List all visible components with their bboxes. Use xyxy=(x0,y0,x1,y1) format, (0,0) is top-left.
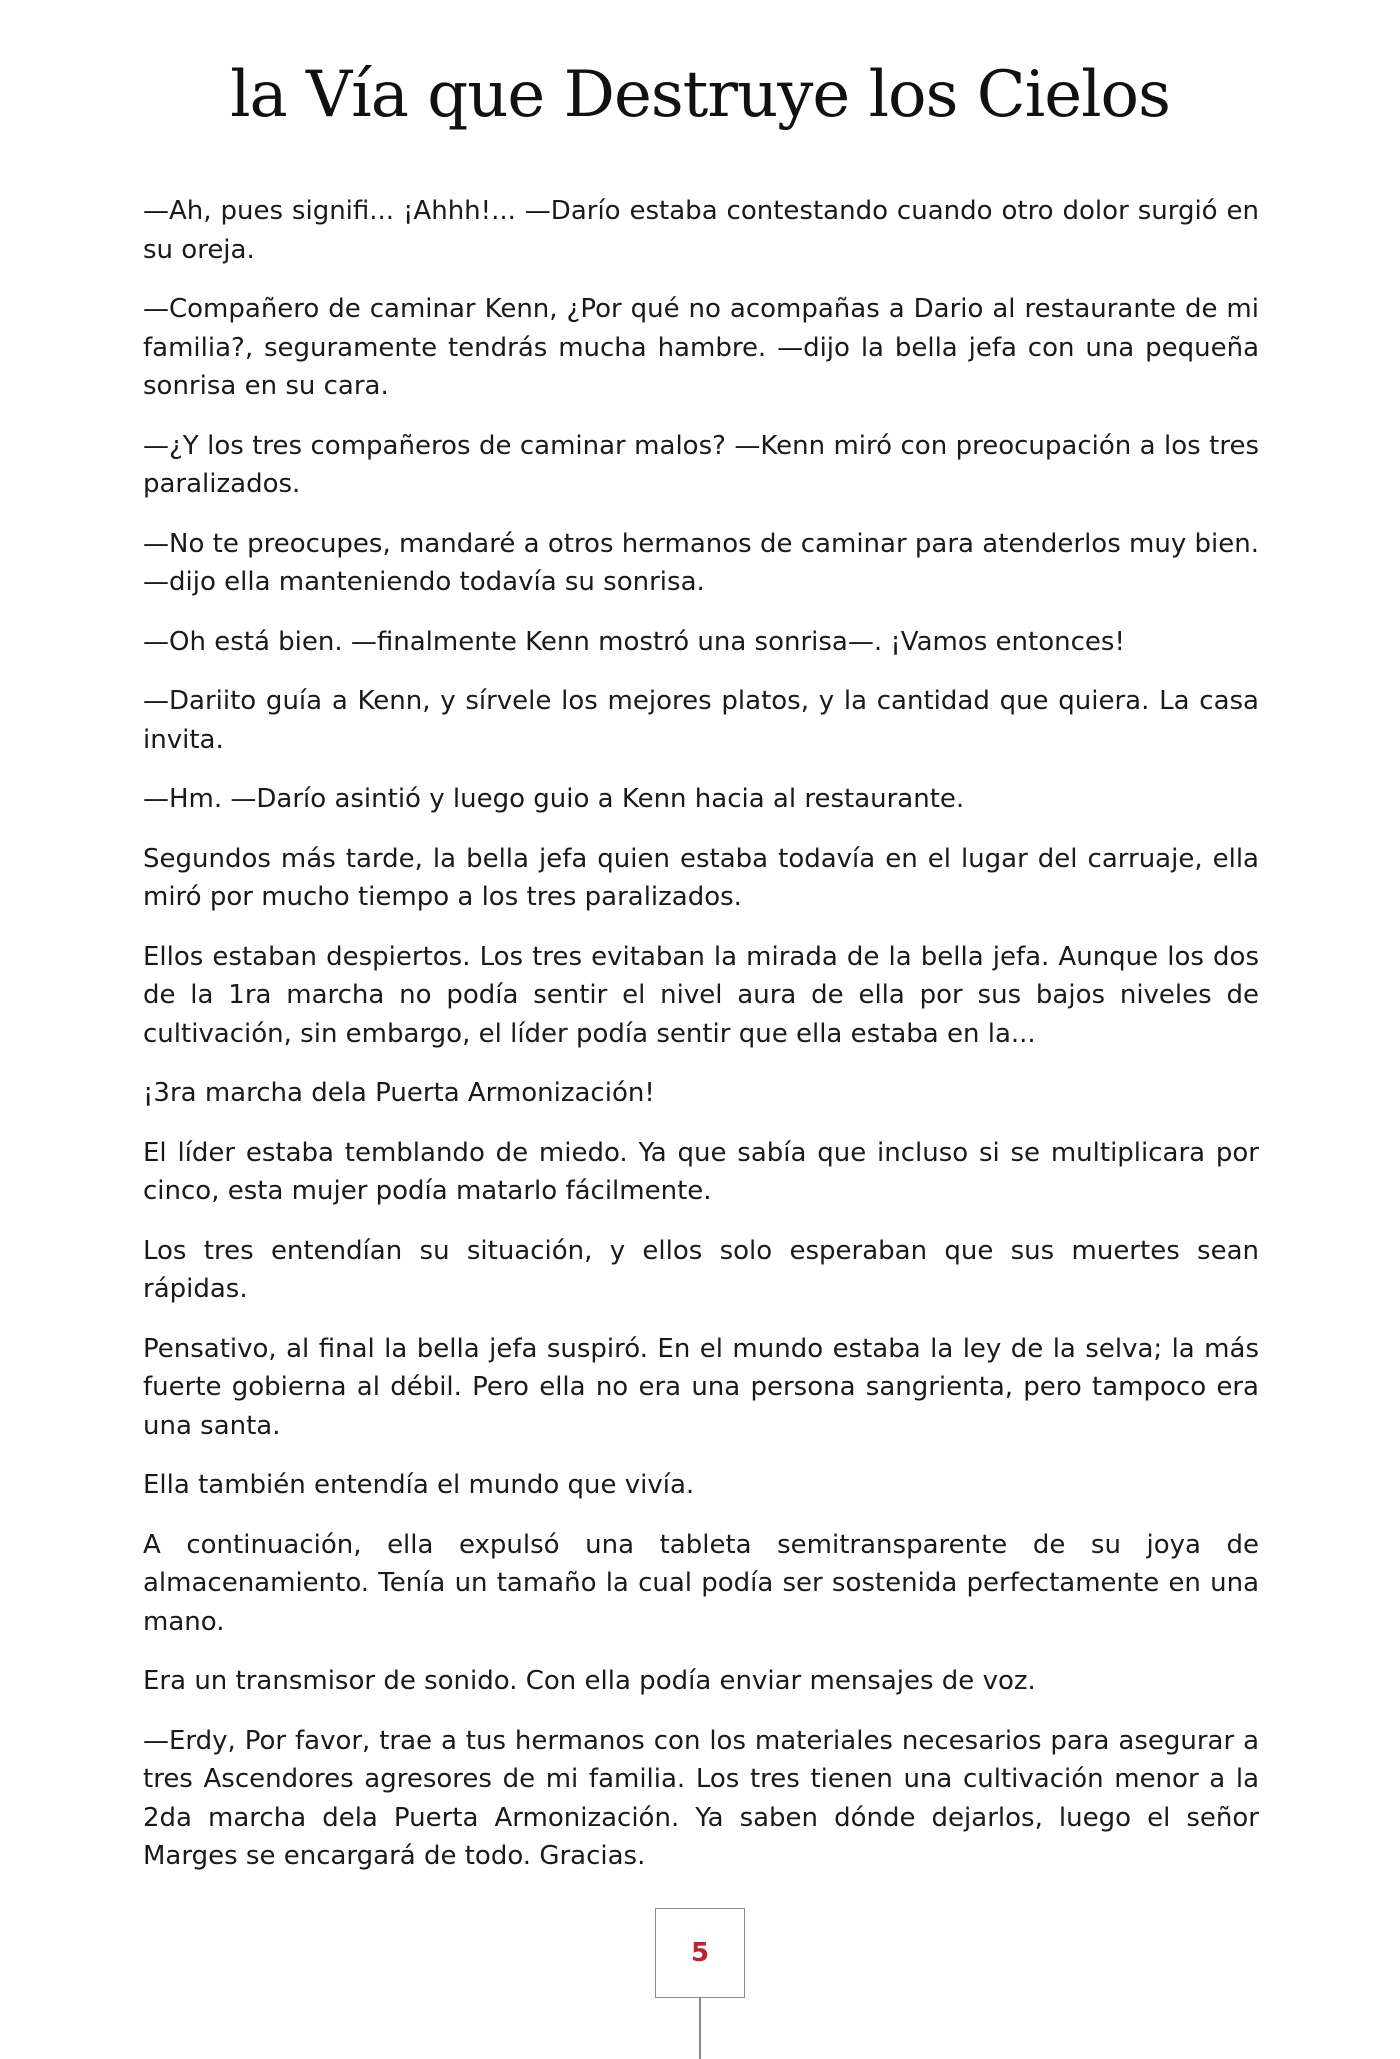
paragraph: ¡3ra marcha dela Puerta Armonización! xyxy=(143,1078,655,1108)
paragraph: A continuación, ella expulsó una tableta semitransparente de su joya de almacenamiento. Tenía un tamaño la cual podía ser sostenida perfectamente en una mano. xyxy=(143,1529,1259,1637)
paragraph: —Hm. —Darío asintió y luego guio a Kenn hacia al restaurante. xyxy=(143,784,965,814)
paragraph: Ella también entendía el mundo que vivía. xyxy=(143,1470,695,1500)
body-text xyxy=(143,192,1259,1897)
page-number: 5 xyxy=(690,1938,710,1968)
paragraph: —Dariito guía a Kenn, y sírvele los mejores platos, y la cantidad que quiera. La casa invita. xyxy=(143,686,1259,755)
paragraph: —¿Y los tres compañeros de caminar malos? —Kenn miró con preocupación a los tres paralizados. xyxy=(143,430,1259,499)
paragraph: —Compañero de caminar Kenn, ¿Por qué no acompañas a Dario al restaurante de mi familia?, seguramente tendrás mucha hambre. —dijo la bella jefa con una pequeña sonrisa en su cara. xyxy=(143,294,1259,401)
paragraph: —Oh está bien. —finalmente Kenn mostró una sonrisa—. ¡Vamos entonces! xyxy=(143,626,1125,657)
paragraph: —No te preocupes, mandaré a otros hermanos de caminar para atenderlos muy bien. —dijo ella manteniendo todavía su sonrisa. xyxy=(143,528,1259,597)
paragraph: Pensativo, al final la bella jefa suspiró. En el mundo estaba la ley de la selva; la más fuerte gobierna al débil. Pero ella no era una persona sangrienta, pero tampoco era una santa. xyxy=(143,1333,1259,1441)
paragraph: Ellos estaban despiertos. Los tres evitaban la mirada de la bella jefa. Aunque los dos de la 1ra marcha no podía sentir el nivel aura de ella por sus bajos niveles de cultivación, sin embargo, el líder podía sentir que ella estaba en la... xyxy=(143,941,1259,1049)
paragraph: Era un transmisor de sonido. Con ella podía enviar mensajes de voz. xyxy=(143,1666,1036,1696)
paragraph: —Erdy, Por favor, trae a tus hermanos con los materiales necesarios para asegurar a tres Ascendores agresores de mi familia. Los tres tienen una cultivación menor a la 2da marcha dela Puerta Armonización. Ya saben dónde dejarlos, luego el señor Marges se encargará de todo. Gracias. xyxy=(143,1725,1259,1871)
page-number-box xyxy=(655,1908,745,1998)
page-number-connector-line xyxy=(699,1998,701,2059)
page-title: la Vía que Destruye los Cielos xyxy=(230,58,1170,132)
paragraph: Los tres entendían su situación, y ellos solo esperaban que sus muertes sean rápidas. xyxy=(143,1235,1259,1304)
paragraph: El líder estaba temblando de miedo. Ya que sabía que incluso si se multiplicara por cinco, esta mujer podía matarlo fácilmente. xyxy=(143,1137,1259,1206)
paragraph: —Ah, pues signifi... ¡Ahhh!... —Darío estaba contestando cuando otro dolor surgió en su oreja. xyxy=(143,196,1259,265)
paragraph: Segundos más tarde, la bella jefa quien estaba todavía en el lugar del carruaje, ella miró por mucho tiempo a los tres paralizados. xyxy=(143,843,1259,912)
